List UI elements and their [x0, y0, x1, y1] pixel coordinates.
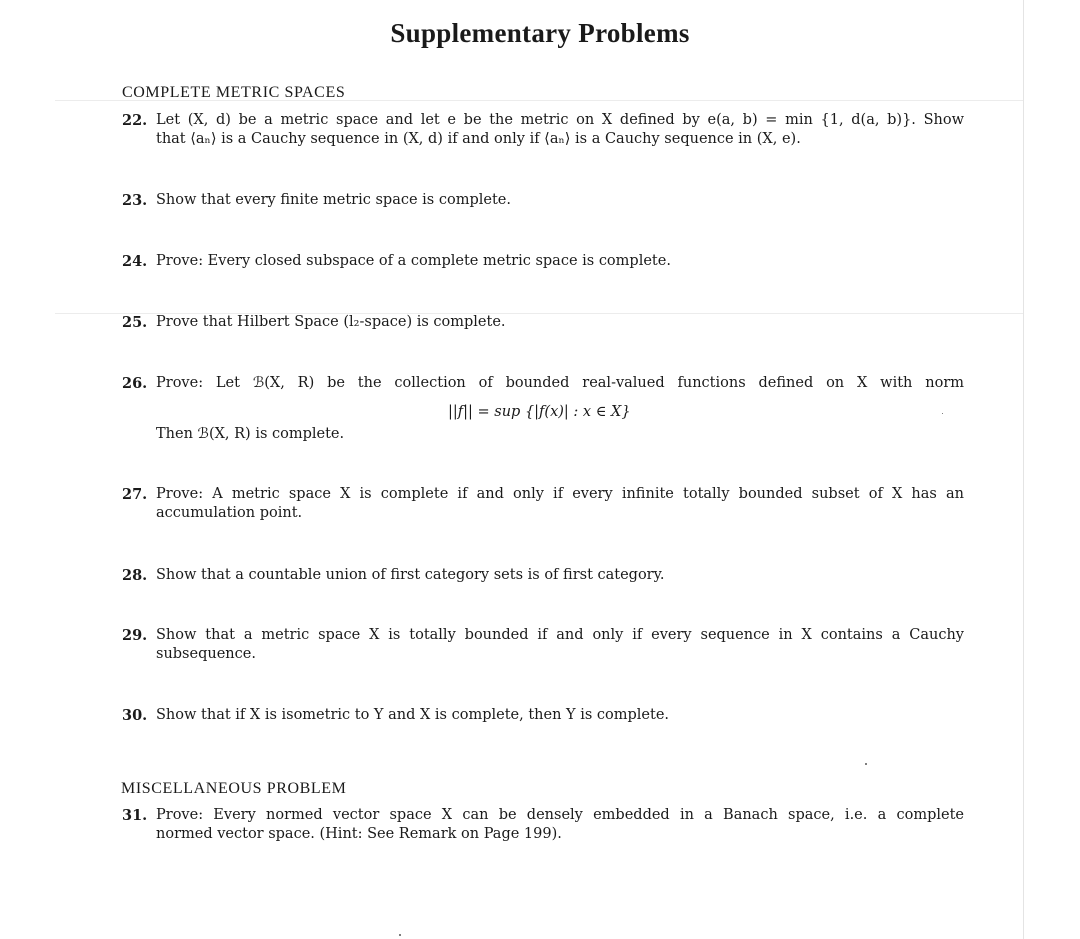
problem-text-line: normed vector space. (Hint: See Remark on Page 199). — [156, 826, 562, 842]
norm-equation: ||f|| = sup {|f(x)| : x ∈ X} — [448, 404, 631, 420]
problem-text-line: Show that if X is isometric to Y and X is complete, then Y is complete. — [156, 707, 670, 723]
problem-number: 31. — [122, 807, 148, 824]
problem-29 — [122, 626, 964, 664]
problem-number: 24. — [122, 253, 148, 270]
problem-number: 29. — [122, 627, 148, 644]
problem-text-line: that ⟨aₙ⟩ is a Cauchy sequence in (X, d) if and only if ⟨aₙ⟩ is a Cauchy sequence in (X, e). — [156, 131, 801, 147]
problem-text-line: Prove: Let ℬ(X, R) be the collection of bounded real-valued functions defined on X with norm — [156, 375, 964, 391]
problem-text-line: Prove: A metric space X is complete if and only if every infinite totally bounded subset of X has an — [156, 486, 964, 502]
problem-28 — [122, 566, 964, 585]
problem-number: 23. — [122, 192, 148, 209]
problem-text-line: Let (X, d) be a metric space and let e be the metric on X defined by e(a, b) = min {1, d(a, b)}. Show — [156, 112, 964, 128]
problem-27 — [122, 485, 964, 523]
problem-24 — [122, 252, 964, 271]
problem-text-line: subsequence. — [156, 646, 256, 662]
problem-number: 26. — [122, 375, 148, 392]
scan-speck — [865, 763, 867, 765]
problem-23 — [122, 191, 964, 210]
problem-text-line: Prove: Every closed subspace of a complete metric space is complete. — [156, 253, 671, 269]
problem-text-line: Prove: Every normed vector space X can be densely embedded in a Banach space, i.e. a complete — [156, 807, 964, 823]
problem-number: 27. — [122, 486, 148, 503]
problem-text-line: Show that every finite metric space is complete. — [156, 192, 511, 208]
problem-22 — [122, 111, 964, 149]
problem-text-line: Show that a metric space X is totally bounded if and only if every sequence in X contains a Cauchy — [156, 627, 964, 643]
problem-number: 22. — [122, 112, 148, 129]
problem-25 — [122, 313, 964, 332]
problem-30 — [122, 706, 964, 725]
section-heading-miscellaneous-problem: MISCELLANEOUS PROBLEM — [121, 780, 347, 797]
problem-text-line: Prove that Hilbert Space (l₂-space) is complete. — [156, 314, 506, 330]
section-heading-complete-metric-spaces: COMPLETE METRIC SPACES — [122, 84, 346, 101]
problem-text-line: Show that a countable union of first category sets is of first category. — [156, 567, 665, 583]
problem-31 — [122, 806, 964, 844]
problem-number: 25. — [122, 314, 148, 331]
problem-number: 30. — [122, 707, 148, 724]
problem-text-line: accumulation point. — [156, 505, 303, 521]
page-title: Supplementary Problems — [390, 18, 690, 48]
problem-number: 28. — [122, 567, 148, 584]
scan-speck — [942, 413, 943, 414]
page-edge — [1023, 0, 1024, 939]
problem-text-line: Then ℬ(X, R) is complete. — [156, 426, 345, 442]
scan-speck — [399, 934, 401, 936]
